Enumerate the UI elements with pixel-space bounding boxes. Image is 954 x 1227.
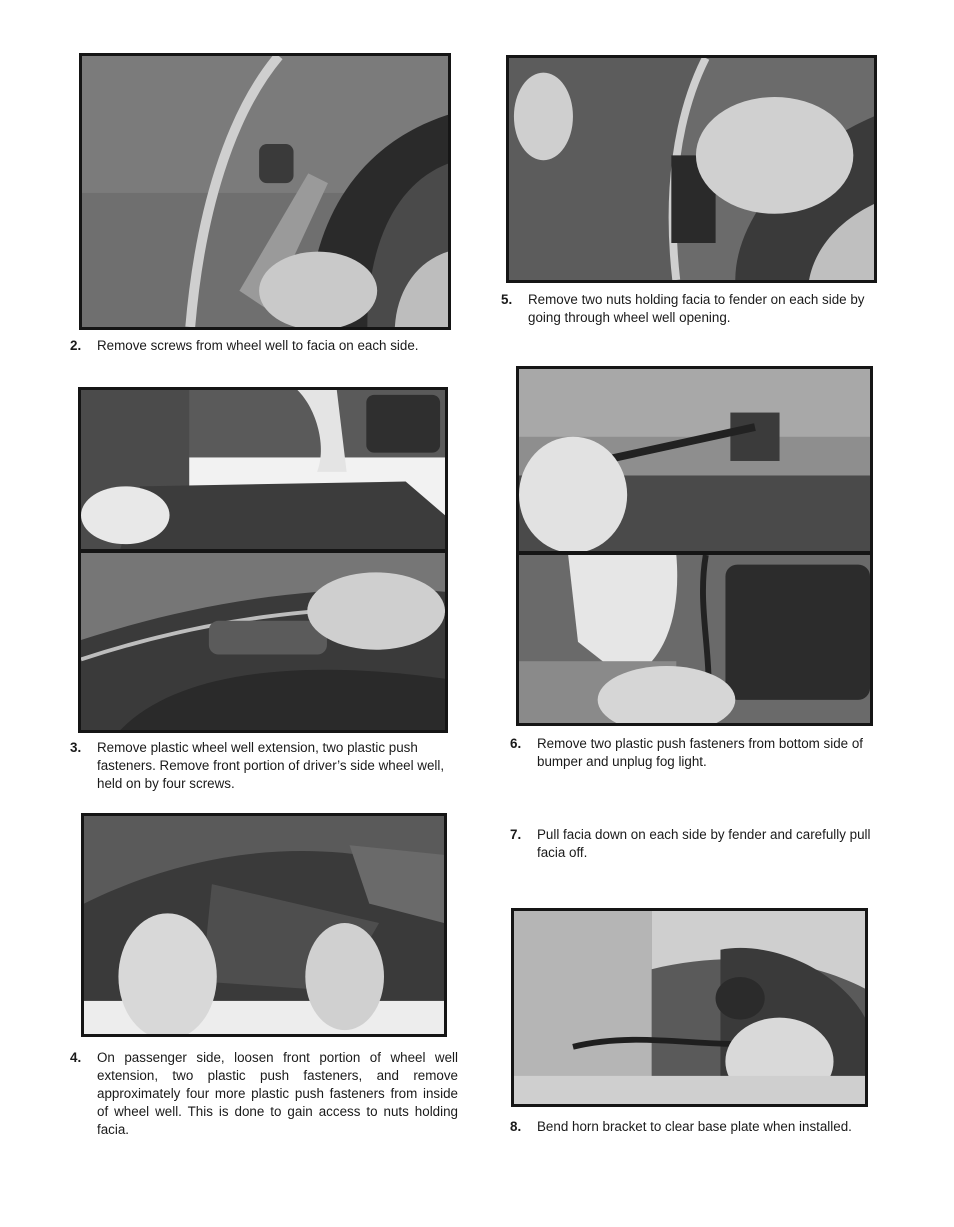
step-3 <box>70 739 460 793</box>
photo-step-2 <box>79 53 451 330</box>
photo-step-8 <box>511 908 868 1107</box>
photo-step-5 <box>506 55 877 283</box>
step-5 <box>501 291 886 327</box>
step-number: 7. <box>510 827 522 842</box>
step-number: 8. <box>510 1119 522 1134</box>
photo-step-4 <box>81 813 447 1037</box>
step-number: 4. <box>70 1050 82 1065</box>
step-4 <box>70 1049 458 1139</box>
step-text: Remove two plastic push fasteners from bottom side of bumper and unplug fog light. <box>537 736 863 769</box>
step-text: Remove plastic wheel well extension, two plastic push fasteners. Remove front portion of driver’s side wheel well, held on by four screws. <box>97 740 445 791</box>
step-7 <box>510 826 880 862</box>
step-text: Pull facia down on each side by fender and carefully pull facia off. <box>537 827 871 860</box>
step-number: 2. <box>70 338 82 353</box>
step-text: Bend horn bracket to clear base plate when installed. <box>537 1119 852 1134</box>
photo-step-3-top <box>78 387 448 552</box>
step-2 <box>70 337 457 355</box>
step-number: 5. <box>501 292 513 307</box>
step-number: 3. <box>70 740 82 755</box>
photo-step-3-bottom <box>78 550 448 733</box>
step-8 <box>510 1118 880 1136</box>
step-number: 6. <box>510 736 522 751</box>
photo-step-6-top <box>516 366 873 554</box>
step-text: Remove screws from wheel well to facia on each side. <box>97 338 419 353</box>
step-6 <box>510 735 880 771</box>
step-text: On passenger side, loosen front portion of wheel well extension, two plastic push fasteners, and remove approximately four more plastic push fasteners from inside of wheel well. This is done to gain access to nuts holding facia. <box>97 1050 458 1137</box>
step-text: Remove two nuts holding facia to fender on each side by going through wheel well opening. <box>528 292 865 325</box>
photo-step-6-bottom <box>516 552 873 726</box>
